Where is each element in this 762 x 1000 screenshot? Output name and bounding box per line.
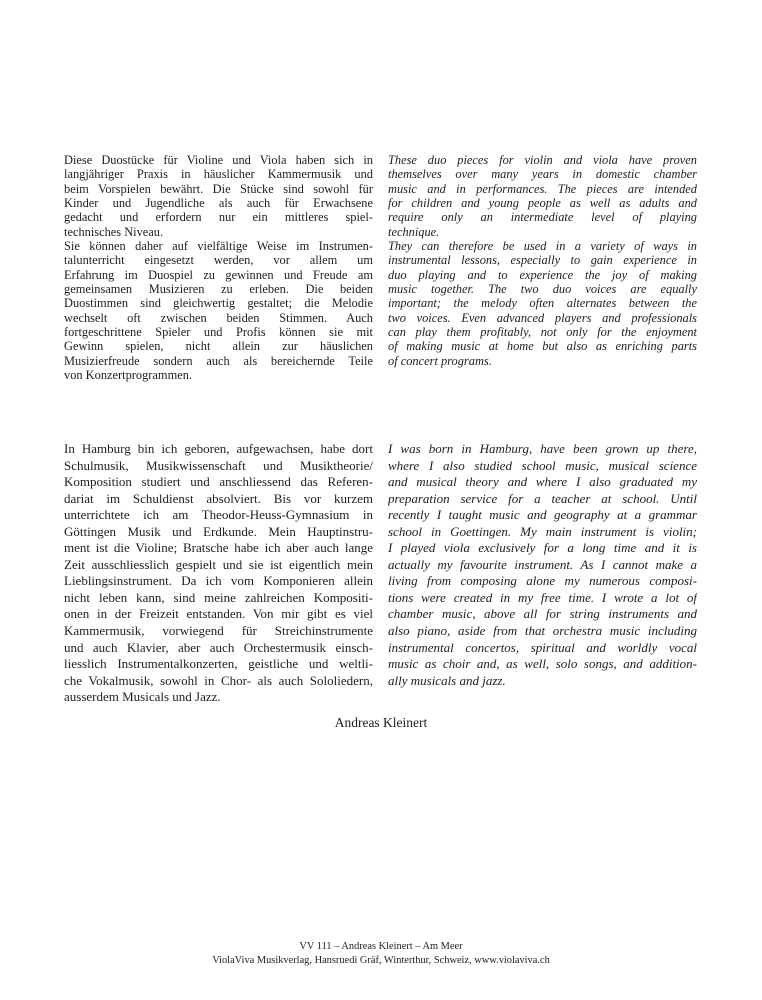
text-line: school in Goettingen. My main instrument is violin; — [388, 523, 697, 539]
text-line: for children and young people as well as adults and — [388, 196, 697, 211]
biography-text-german — [64, 441, 373, 706]
text-line: important; the melody often alternates between the — [388, 296, 697, 311]
text-line: music together. The two duo voices are equally — [388, 282, 697, 297]
author-signature: Andreas Kleinert — [334, 715, 428, 730]
footer-catalog-line: VV 111 – Andreas Kleinert – Am Meer — [299, 941, 463, 952]
text-line: music as choir and, as well, solo songs, and addition- — [388, 656, 697, 672]
footer-publisher-line: ViolaViva Musikverlag, Hansruedi Gräf, Winterthur, Schweiz, www.violaviva.ch — [212, 954, 550, 966]
text-line: tions were created in my free time. I wrote a lot of — [388, 589, 697, 605]
intro-text-german — [64, 153, 373, 383]
text-line: gedacht und erfordern nur ein mittleres spiel- — [64, 210, 373, 225]
text-line: actually my favourite instrument. As I cannot make a — [388, 556, 697, 572]
text-line: music and in performances. The pieces are intended — [388, 181, 697, 196]
text-line: und auch Klavier, aber auch Orchestermusik einsch- — [64, 639, 373, 655]
text-line: of concert programs. — [388, 353, 492, 368]
text-line: technisches Niveau. — [64, 224, 164, 239]
text-line: Lieblingsinstrument. Da ich vom Komponieren allein — [64, 573, 373, 589]
text-line: gemeinsamen Musizieren zu erleben. Die beiden — [64, 282, 373, 297]
text-line: chamber music, above all for string instruments and — [388, 606, 697, 622]
text-line: preparation service for a teacher at school. Until — [388, 490, 697, 506]
text-line: dariat im Schuldienst absolviert. Bis vor kurzem — [64, 490, 373, 506]
text-line: Diese Duostücke für Violine und Viola haben sich in — [64, 153, 373, 167]
text-line: fortgeschrittene Spieler und Profis können sie mit — [64, 325, 373, 340]
text-line: can play them profitably, not only for the enjoyment — [388, 325, 697, 340]
text-line: Göttingen Musik und Erdkunde. Mein Hauptinstru- — [64, 523, 373, 539]
text-line: Musizierfreude sondern auch als bereichernde Teile — [64, 353, 373, 368]
text-line: ment ist die Violine; Bratsche habe ich aber auch lange — [64, 540, 373, 556]
text-line: Zeit ausschliesslich gespielt und sie ist eigentlich mein — [64, 556, 373, 572]
text-line: Kinder und Jugendliche als auch für Erwachsene — [64, 196, 373, 211]
text-line: themselves over many years in domestic chamber — [388, 167, 697, 182]
text-line: duo playing and to experience the joy of making — [388, 267, 697, 282]
page-footer — [0, 940, 762, 968]
text-line: Komposition studiert und anschliessend das Referen- — [64, 474, 373, 490]
text-line: beim Vorspielen bewährt. Die Stücke sind sowohl für — [64, 181, 373, 196]
text-line: also piano, aside from that orchestra music including — [388, 623, 697, 639]
text-line: Erfahrung im Duospiel zu gewinnen und Freude am — [64, 267, 373, 282]
text-line: instrumental lessons, especially to gain experience in — [388, 253, 697, 268]
text-line: wechselt oft zwischen beiden Stimmen. Auch — [64, 310, 373, 325]
text-line: of making music at home but also as enriching parts — [388, 339, 697, 354]
text-line: Kammermusik, vorwiegend für Streichinstrumente — [64, 623, 373, 639]
text-line: technique. — [388, 224, 440, 239]
biography-text-english — [388, 441, 697, 689]
text-line: two voices. Even advanced players and professionals — [388, 310, 697, 325]
text-line: nicht leben kann, sind meine zahlreichen Kompositi- — [64, 589, 373, 605]
text-line: I played viola exclusively for a long time and it is — [388, 540, 697, 556]
text-line: Schulmusik, Musikwissenschaft und Musiktheorie/ — [64, 457, 373, 473]
text-line: ally musicals and jazz. — [388, 672, 506, 688]
text-line: Sie können daher auf vielfältige Weise im Instrumen- — [64, 239, 373, 254]
text-line: They can therefore be used in a variety of ways in — [388, 239, 697, 254]
text-line: Duostimmen sind gleichwertig gestaltet; die Melodie — [64, 296, 373, 311]
text-line: I was born in Hamburg, have been grown up there, — [388, 441, 697, 456]
text-line: von Konzertprogrammen. — [64, 368, 192, 383]
text-line: che Vokalmusik, sowohl in Chor- als auch Sololiedern, — [64, 672, 373, 688]
text-line: instrumental concertos, spiritual and worldly vocal — [388, 639, 697, 655]
text-line: recently I taught music and geography at a grammar — [388, 507, 697, 523]
text-line: talunterricht eingesetzt werden, vor allem um — [64, 253, 373, 268]
text-line: where I also studied school music, musical science — [388, 457, 697, 473]
text-line: living from composing alone my numerous composi- — [388, 573, 697, 589]
text-line: Gewinn spielen, nicht allein zur häuslichen — [64, 339, 373, 354]
text-line: liesslich Instrumentalkonzerten, geistliche und weltli- — [64, 656, 373, 672]
text-line: These duo pieces for violin and viola have proven — [388, 153, 697, 167]
intro-text-english — [388, 153, 697, 368]
text-line: require only an intermediate level of playing — [388, 210, 697, 225]
text-line: In Hamburg bin ich geboren, aufgewachsen, habe dort — [64, 441, 373, 456]
text-line: langjähriger Praxis in häuslicher Kammermusik und — [64, 167, 373, 182]
text-line: and musical theory and where I also graduated my — [388, 474, 697, 490]
text-line: ausserdem Musicals und Jazz. — [64, 689, 221, 705]
text-line: unterrichtete ich am Theodor-Heuss-Gymnasium in — [64, 507, 373, 523]
text-line: onen in der Freizeit entstanden. Von mir gibt es viel — [64, 606, 373, 622]
